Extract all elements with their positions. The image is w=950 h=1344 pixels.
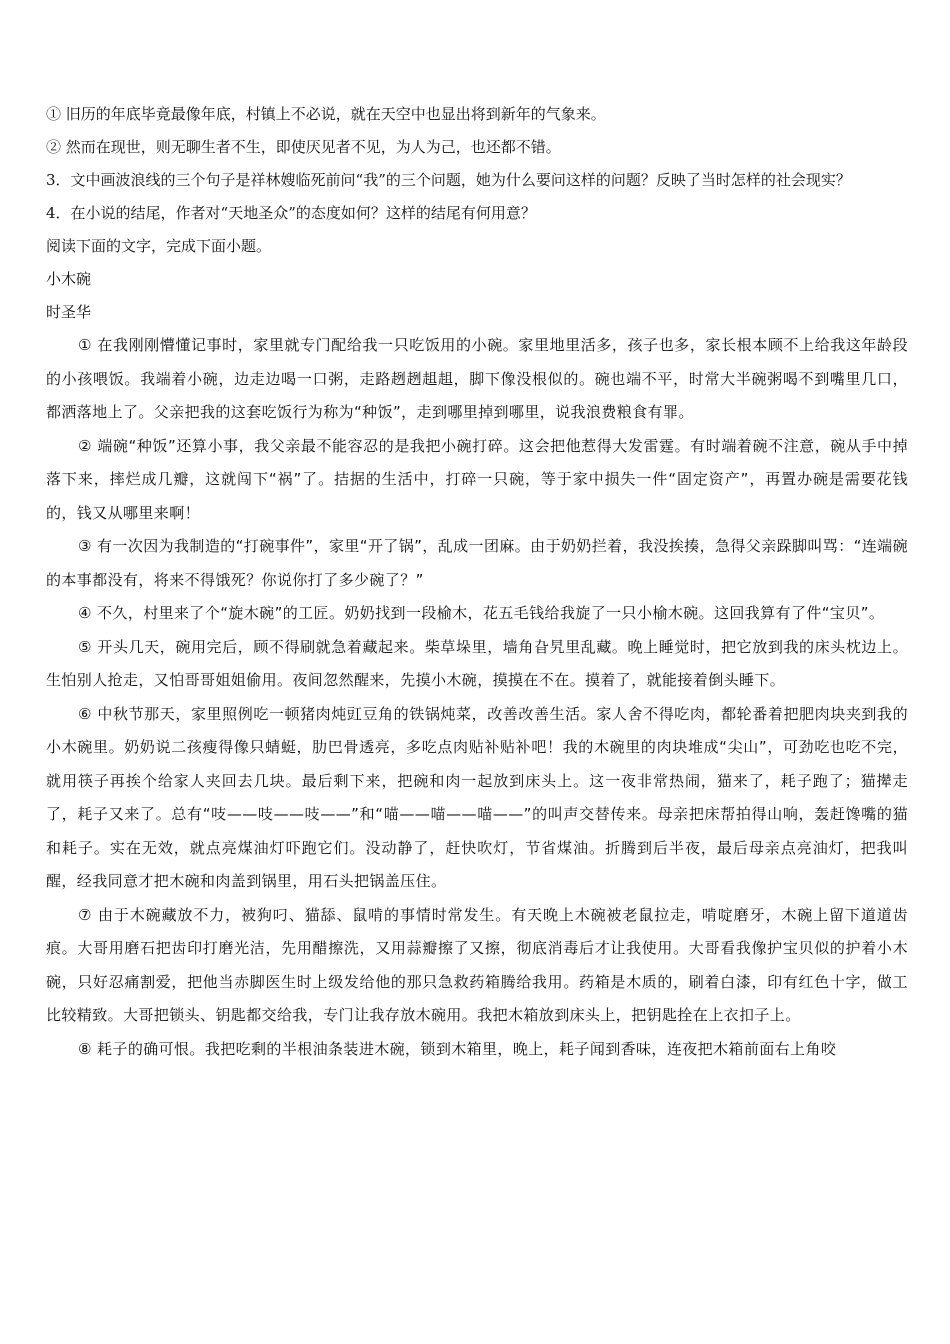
article-paragraph-5: ⑤ 开头几天，碗用完后，顾不得刷就急着藏起来。柴草垛里，墙角旮旯里乱藏。晚上睡觉时，把它放到我的床头枕边上。生怕别人抢走，又怕哥哥姐姐偷用。夜间忽然醒来，先摸小木碗，摸摸在不在。摸着了，就能接着倒头睡下。	[46, 637, 908, 689]
article-paragraph-2: ② 端碗“种饭”还算小事，我父亲最不能容忍的是我把小碗打碎。这会把他惹得大发雷霆。有时端着碗不注意，碗从手中掉落下来，摔烂成几瓣，这就闯下“祸”了。拮据的生活中，打碎一只碗，等于家中损失一件“固定资产”，再置办碗是需要花钱的，钱又从哪里来啊！	[46, 436, 908, 522]
article-paragraph-8: ⑧ 耗子的确可恨。我把吃剩的半根油条装进木碗，锁到木箱里，晚上，耗子闻到香味，连夜把木箱前面右上角咬	[78, 1039, 837, 1058]
article-paragraph-1: ① 在我刚刚懵懂记事时，家里就专门配给我一只吃饭用的小碗。家里地里活多，孩子也多，家长根本顾不上给我这年龄段的小孩喂饭。我端着小碗，边走边喝一口粥，走路趔趔趄趄，脚下像没根似的。碗也端不平，时常大半碗粥喝不到嘴里几口，都洒落地上了。父亲把我的这套吃饭行为称为“种饭”，走到哪里掉到哪里，说我浪费粮食有罪。	[46, 336, 908, 421]
question-3: 3．文中画波浪线的三个句子是祥林嫂临死前问“我”的三个问题，她为什么要问这样的问题？反映了当时怎样的社会现实？	[46, 171, 851, 189]
question-4: 4．在小说的结尾，作者对“天地圣众”的态度如何？这样的结尾有何用意？	[46, 204, 536, 222]
article-paragraph-4: ④ 不久，村里来了个“旋木碗”的工匠。奶奶找到一段榆木，花五毛钱给我旋了一只小榆木碗。这回我算有了件“宝贝”。	[78, 604, 885, 622]
article-paragraph-6: ⑥ 中秋节那天，家里照例吃一顿猪肉炖豇豆角的铁锅炖菜，改善改善生活。家人舍不得吃肉，都轮番着把肥肉块夹到我的小木碗里。奶奶说二孩瘦得像只蜻蜓，肋巴骨透亮，多吃点肉贴补贴补吧！我的木碗里的肉块堆成“尖山”，可劲吃也吃不完，就用筷子再挨个给家人夹回去几块。最后剩下来，把碗和肉一起放到床头上。这一夜非常热闹，猫来了，耗子跑了；猫撵走了，耗子又来了。总有“吱——吱——吱——”和“喵——喵——喵——”的叫声交替传来。母亲把床帮拍得山响，轰赶馋嘴的猫和耗子。实在无效，就点亮煤油灯吓跑它们。没动静了，赶快吹灯，节省煤油。折腾到后半夜，最后母亲点亮油灯，把我叫醒，经我同意才把木碗和肉盖到锅里，用石头把锅盖压住。	[46, 704, 908, 890]
document-page	[46, 98, 908, 1066]
reading-instruction: 阅读下面的文字，完成下面小题。	[46, 237, 272, 255]
article-title: 小木碗	[46, 270, 92, 288]
article-paragraph-7: ⑦ 由于木碗藏放不力，被狗叼、猫舔、鼠啃的事情时常发生。有天晚上木碗被老鼠拉走，啃啶磨牙，木碗上留下道道齿痕。大哥用磨石把齿印打磨光洁，先用醋擦洗，又用蒜瓣擦了又擦，彻底消毒后才让我使用。大哥看我像护宝贝似的护着小木碗，只好忍痛割爱，把他当赤脚医生时上级发给他的那只急救药箱腾给我用。药箱是木质的，刷着白漆，印有红色十字，做工比较精致。大哥把锁头、钥匙都交给我，专门让我存放木碗用。我把木箱放到床头上，把钥匙拴在上衣扣子上。	[46, 905, 908, 1024]
article-author: 时圣华	[46, 303, 92, 321]
question-item-1: ① 旧历的年底毕竟最像年底，村镇上不必说，就在天空中也显出将到新年的气象来。	[46, 105, 606, 123]
article-paragraph-3: ③ 有一次因为我制造的“打碗事件”，家里“开了锅”，乱成一团麻。由于奶奶拦着，我没挨揍，急得父亲跺脚叫骂：“连端碗的本事都没有，将来不得饿死？你说你打了多少碗了？”	[46, 537, 908, 589]
question-item-2: ② 然而在现世，则无聊生者不生，即使厌见者不见，为人为己，也还都不错。	[46, 138, 561, 156]
